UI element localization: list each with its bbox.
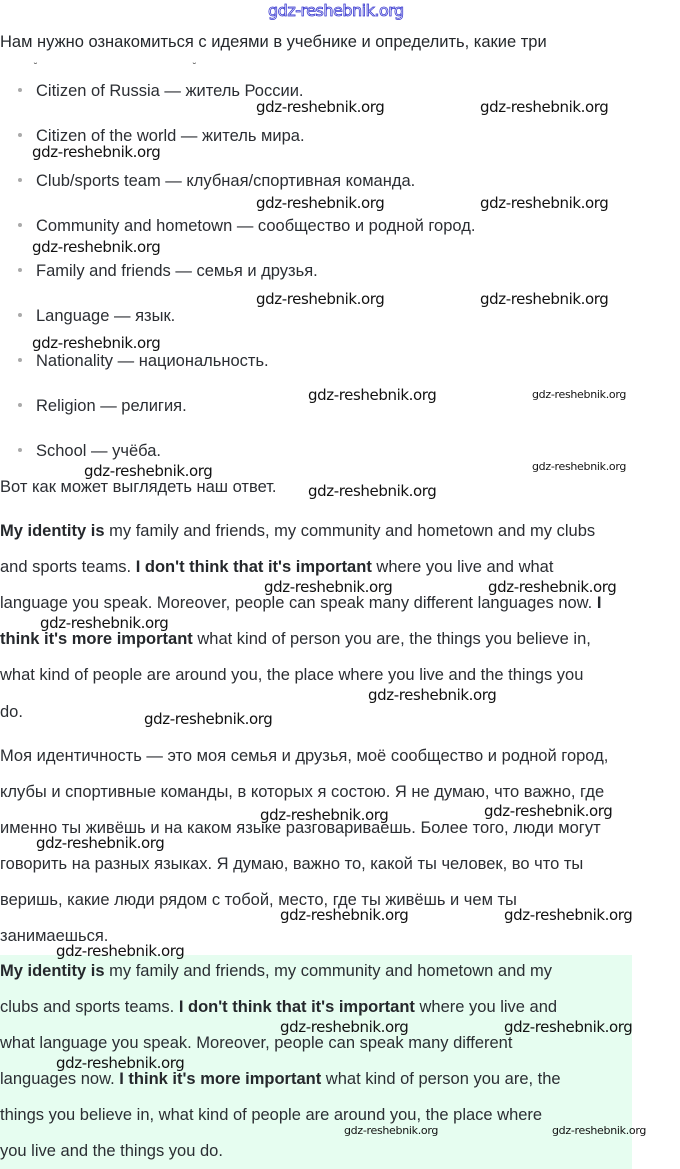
- watermark: gdz-reshebnik.org: [532, 388, 627, 401]
- watermark: gdz-reshebnik.org: [264, 578, 393, 596]
- watermark: gdz-reshebnik.org: [32, 143, 161, 161]
- watermark: gdz-reshebnik.org: [56, 1054, 185, 1072]
- watermark: gdz-reshebnik.org: [280, 906, 409, 924]
- watermark: gdz-reshebnik.org: [84, 462, 213, 480]
- intro-text: Нам нужно ознакомиться с идеями в учебнике и определить, какие три: [0, 33, 547, 51]
- bullet-icon: [18, 358, 22, 362]
- list-item: Club/sports team — клубная/спортивная команда.: [0, 172, 415, 191]
- bullet-icon: [18, 178, 22, 182]
- watermark: gdz-reshebnik.org: [484, 802, 613, 820]
- watermark: gdz-reshebnik.org: [256, 290, 385, 308]
- watermark: gdz-reshebnik.org: [308, 386, 437, 404]
- watermark: gdz-reshebnik.org: [260, 806, 389, 824]
- list-item: Citizen of the world — житель мира.: [0, 127, 305, 146]
- bullet-icon: [18, 448, 22, 452]
- bullet-icon: [18, 313, 22, 317]
- watermark: gdz-reshebnik.org: [480, 194, 609, 212]
- list-item: Nationality — национальность.: [0, 352, 269, 371]
- watermark: gdz-reshebnik.org: [552, 1124, 647, 1137]
- watermark: gdz-reshebnik.org: [32, 334, 161, 352]
- watermark: gdz-reshebnik.org: [36, 834, 165, 852]
- list-item: Community and hometown — сообщество и родной город.: [0, 217, 475, 236]
- watermark: gdz-reshebnik.org: [256, 194, 385, 212]
- answer-intro: Вот как может выглядеть наш ответ.: [0, 478, 277, 496]
- watermark: gdz-reshebnik.org: [488, 578, 617, 596]
- watermark: gdz-reshebnik.org: [344, 1124, 439, 1137]
- clipped-line: ˘ ˘: [34, 62, 197, 73]
- watermark: gdz-reshebnik.org: [308, 482, 437, 500]
- list-item: Family and friends — семья и друзья.: [0, 262, 318, 281]
- watermark: gdz-reshebnik.org: [368, 686, 497, 704]
- watermark: gdz-reshebnik.org: [32, 238, 161, 256]
- watermark: gdz-reshebnik.org: [480, 290, 609, 308]
- watermark: gdz-reshebnik.org: [504, 906, 633, 924]
- watermark: gdz-reshebnik.org: [504, 1018, 633, 1036]
- watermark: gdz-reshebnik.org: [40, 614, 169, 632]
- watermark: gdz-reshebnik.org: [280, 1018, 409, 1036]
- bullet-icon: [18, 268, 22, 272]
- list-item: Religion — религия.: [0, 397, 187, 416]
- bullet-icon: [18, 88, 22, 92]
- watermark: gdz-reshebnik.org: [480, 98, 609, 116]
- list-item: Citizen of Russia — житель России.: [0, 82, 304, 101]
- site-watermark-logo: gdz-reshebnik.org: [268, 1, 404, 20]
- watermark: gdz-reshebnik.org: [532, 460, 627, 473]
- watermark: gdz-reshebnik.org: [144, 710, 273, 728]
- watermark: gdz-reshebnik.org: [256, 98, 385, 116]
- bullet-icon: [18, 403, 22, 407]
- watermark: gdz-reshebnik.org: [56, 942, 185, 960]
- bullet-icon: [18, 133, 22, 137]
- list-item: Language — язык.: [0, 307, 175, 326]
- bullet-icon: [18, 223, 22, 227]
- list-item: School — учёба.: [0, 442, 161, 461]
